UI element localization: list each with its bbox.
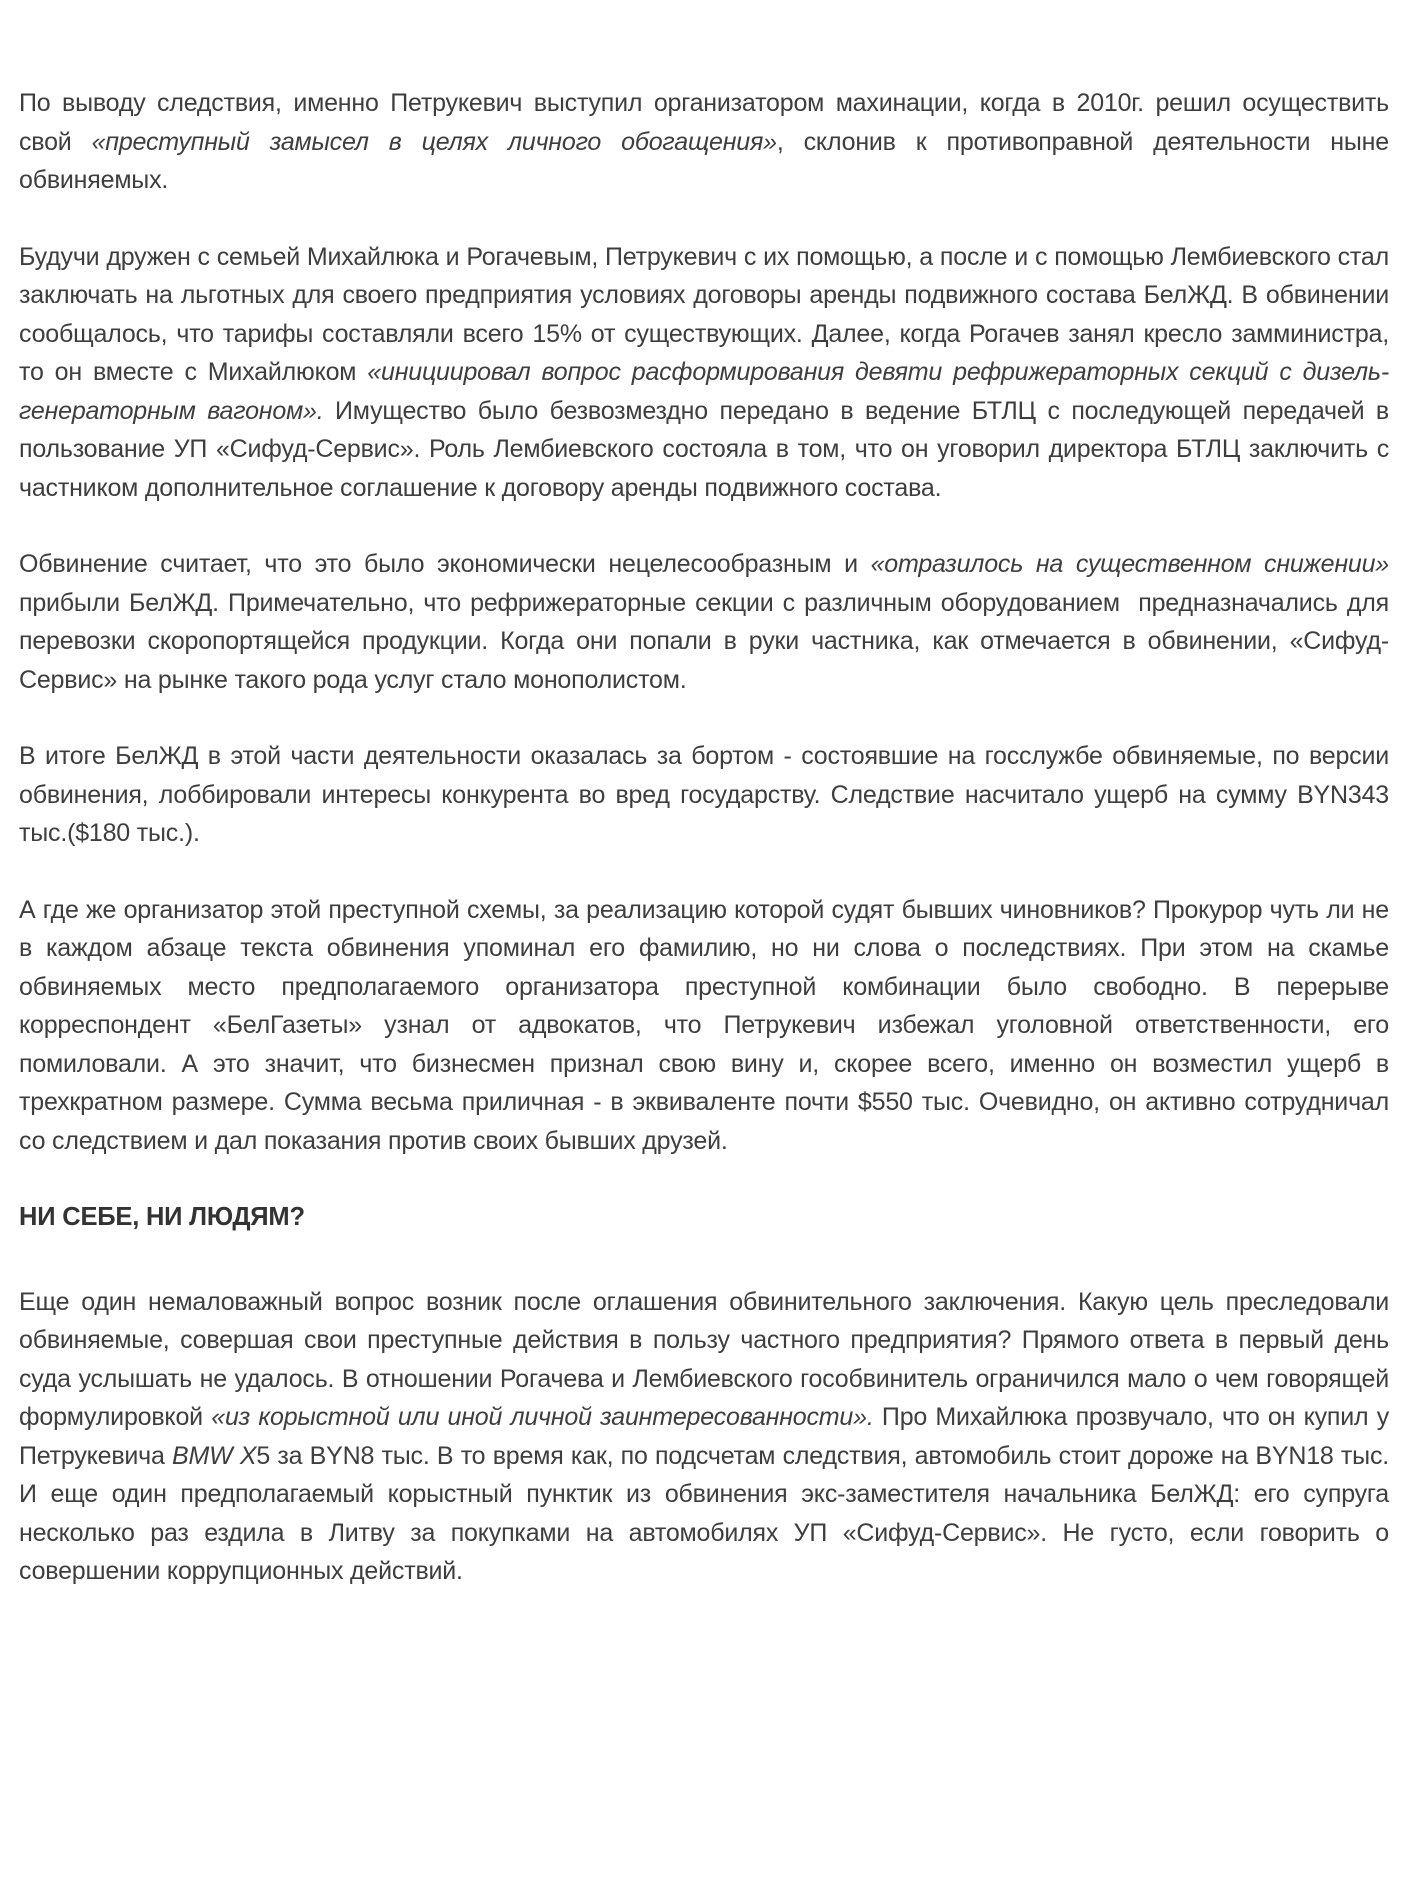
- body-text: В итоге БелЖД в этой части деятельности оказалась за бортом - состоявшие на госслужбе обвиняемые, по версии обвинения, лоббировали интересы конкурента во вред государству. Следствие насчитало ущерб на сумму BYN343 тыс.($180 тыс.).: [19, 742, 1396, 847]
- body-text: , склонив к противоправной деятельности ныне обвиняемых.: [19, 127, 1396, 194]
- article-paragraph: [19, 737, 1396, 853]
- body-text: 5 за BYN8 тыс. В то время как, по подсчетам следствия, автомобиль стоит дороже на BYN18 тыс. И еще один предполагаемый корыстный пунктик из обвинения экс-заместителя начальника БелЖД: его супруга несколько раз ездила в Литву за покупками на автомобилях УП «Сифуд-Сервис». Не густо, если говорить о совершении коррупционных действий.: [19, 1441, 1396, 1585]
- quoted-italic-text: «отразилось на существенном снижении»: [870, 550, 1389, 578]
- article-paragraph: [19, 1283, 1396, 1591]
- body-text: Еще один немаловажный вопрос возник после оглашения обвинительного заключения. Какую цель преследовали обвиняемые, совершая свои преступные действия в пользу частного предприятия? Прямого ответа в первый день суда услышать не удалось. В отношении Рогачева и Лембиевского гособвинитель ограничился мало о чем говорящей формулировкой: [19, 1287, 1396, 1431]
- body-text: Будучи дружен с семьей Михайлюка и Рогачевым, Петрукевич с их помощью, а после и с помощью Лембиевского стал заключать на льготных для своего предприятия условиях договоры аренды подвижного состава БелЖД. В обвинении сообщалось, что тарифы составляли всего 15% от существующих. Далее, когда Рогачев занял кресло замминистра, то он вместе с Михайлюком: [19, 242, 1396, 386]
- body-text: прибыли БелЖД. Примечательно, что рефрижераторные секции с различным оборудованием предназначались для перевозки скоропортящейся продукции. Когда они попали в руки частника, как отмечается в обвинении, «Сифуд-Сервис» на рынке такого рода услуг стало монополистом.: [19, 550, 1396, 694]
- article-paragraph: [19, 84, 1396, 200]
- quoted-italic-text: «преступный замысел в целях личного обогащения»: [91, 127, 777, 156]
- body-text: Обвинение считает, что это было экономически нецелесообразным и: [19, 550, 871, 578]
- body-text: А где же организатор этой преступной схемы, за реализацию которой судят бывших чиновников? Прокурор чуть ли не в каждом абзаце текста обвинения упоминал его фамилию, но ни слова о последствиях. При этом на скамье обвиняемых место предполагаемого организатора преступной комбинации было свободно. В перерыве корреспондент «БелГазеты» узнал от адвокатов, что Петрукевич избежал уголовной ответственности, его помиловали. А это значит, что бизнесмен признал свою вину и, скорее всего, именно он возместил ущерб в трехкратном размере. Сумма весьма приличная - в эквиваленте почти $550 тыс. Очевидно, он активно сотрудничал со следствием и дал показания против своих бывших друзей.: [19, 895, 1396, 1155]
- article-paragraph: [19, 545, 1396, 699]
- quoted-italic-text: «инициировал вопрос расформирования девяти рефрижераторных секций с дизель-генераторным вагоном».: [19, 358, 1389, 425]
- body-text: Имущество было безвозмездно передано в ведение БТЛЦ с последующей передачей в пользование УП «Сифуд-Сервис». Роль Лембиевского состояла в том, что он уговорил директора БТЛЦ заключить с частником дополнительное соглашение к договору аренды подвижного состава.: [19, 396, 1396, 502]
- quoted-italic-text: «из корыстной или иной личной заинтересованности».: [211, 1403, 874, 1431]
- quoted-italic-text: BMW X: [172, 1441, 257, 1470]
- body-text: Про Михайлюка прозвучало, что он купил у Петрукевича: [19, 1403, 1396, 1470]
- body-text: По выводу следствия, именно Петрукевич выступил организатором махинации, когда в 2010г. решил осуществить свой: [19, 89, 1396, 156]
- article-paragraph: [19, 891, 1396, 1161]
- section-heading: НИ СЕБЕ, НИ ЛЮДЯМ?: [19, 1203, 305, 1231]
- article-paragraph: [19, 238, 1396, 508]
